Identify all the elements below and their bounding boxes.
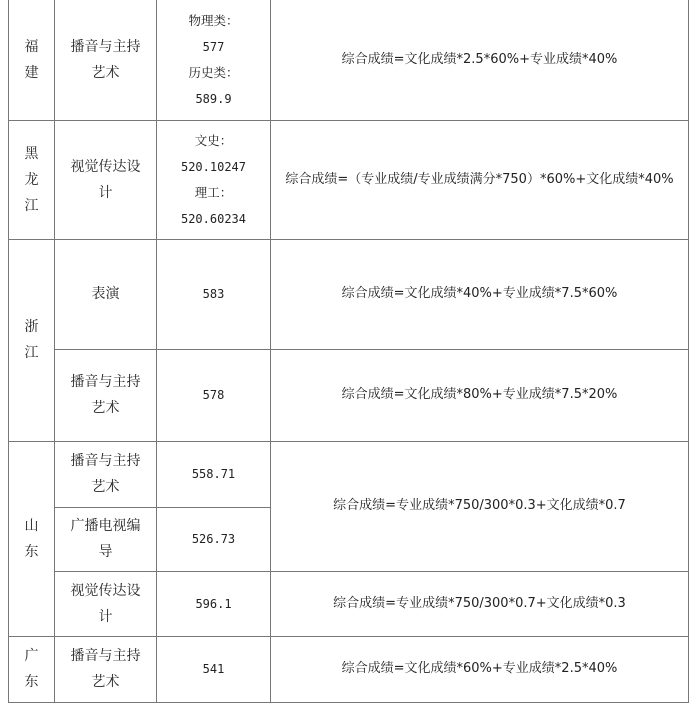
score-cell bbox=[157, 239, 271, 349]
formula-text: 综合成绩=（专业成绩/专业成绩满分*750）*60%+文化成绩*40% bbox=[285, 171, 674, 187]
major-cell bbox=[55, 441, 157, 507]
major-cell bbox=[55, 349, 157, 441]
province-name: 浙江 bbox=[24, 319, 39, 361]
major-cell bbox=[55, 571, 157, 636]
formula-cell bbox=[271, 0, 689, 120]
formula-cell-shared bbox=[271, 441, 689, 571]
score-value: 558.71 bbox=[191, 467, 236, 481]
score-cell bbox=[157, 441, 271, 507]
major-name: 视觉传达设计 bbox=[70, 158, 141, 201]
score-label: 文史： bbox=[194, 132, 233, 148]
province-cell-shandong bbox=[9, 441, 55, 636]
score-value: 589.9 bbox=[195, 91, 232, 106]
province-cell-heilongjiang bbox=[9, 120, 55, 239]
major-name: 播音与主持艺术 bbox=[70, 648, 141, 690]
formula-text: 综合成绩=文化成绩*40%+专业成绩*7.5*60% bbox=[341, 286, 618, 301]
province-name: 黑龙江 bbox=[24, 145, 39, 214]
formula-text: 综合成绩=文化成绩*60%+专业成绩*2.5*40% bbox=[341, 661, 618, 676]
province-cell-zhejiang bbox=[9, 239, 55, 441]
formula-text: 综合成绩=专业成绩*750/300*0.3+文化成绩*0.7 bbox=[333, 498, 626, 513]
major-cell bbox=[55, 239, 157, 349]
major-cell bbox=[55, 120, 157, 239]
score-cell bbox=[157, 349, 271, 441]
formula-cell bbox=[271, 239, 689, 349]
score-cell bbox=[157, 636, 271, 702]
province-name: 山东 bbox=[24, 517, 39, 560]
major-name: 表演 bbox=[91, 286, 120, 302]
major-cell bbox=[55, 636, 157, 702]
table-row bbox=[9, 239, 689, 349]
score-value: 520.60234 bbox=[180, 211, 247, 226]
score-value: 526.73 bbox=[191, 532, 236, 546]
admission-score-table bbox=[8, 0, 689, 703]
score-value: 596.1 bbox=[195, 596, 232, 611]
major-cell bbox=[55, 0, 157, 120]
formula-text: 综合成绩=文化成绩*2.5*60%+专业成绩*40% bbox=[341, 51, 618, 67]
table-row bbox=[9, 441, 689, 507]
formula-cell bbox=[271, 571, 689, 636]
major-name: 播音与主持艺术 bbox=[70, 453, 141, 495]
table-row bbox=[9, 0, 689, 120]
province-name: 广东 bbox=[24, 648, 39, 690]
score-cell bbox=[157, 120, 271, 239]
major-cell bbox=[55, 507, 157, 571]
score-value: 577 bbox=[202, 39, 225, 54]
score-cell bbox=[157, 507, 271, 571]
score-cell bbox=[157, 0, 271, 120]
table-row bbox=[9, 636, 689, 702]
province-name: 福建 bbox=[24, 38, 39, 81]
score-label: 理工： bbox=[194, 184, 233, 200]
province-cell-guangdong bbox=[9, 636, 55, 702]
table-row bbox=[9, 120, 689, 239]
formula-text: 综合成绩=文化成绩*80%+专业成绩*7.5*20% bbox=[341, 387, 618, 402]
score-value: 520.10247 bbox=[180, 159, 247, 174]
score-label: 历史类： bbox=[188, 64, 239, 80]
major-name: 视觉传达设计 bbox=[70, 582, 141, 625]
formula-cell bbox=[271, 636, 689, 702]
formula-cell bbox=[271, 120, 689, 239]
formula-cell bbox=[271, 349, 689, 441]
table-row bbox=[9, 349, 689, 441]
score-cell bbox=[157, 571, 271, 636]
major-name: 播音与主持艺术 bbox=[70, 374, 141, 416]
score-value: 541 bbox=[202, 662, 225, 676]
formula-text: 综合成绩=专业成绩*750/300*0.7+文化成绩*0.3 bbox=[333, 595, 626, 611]
score-value: 583 bbox=[202, 287, 225, 301]
province-cell-fujian bbox=[9, 0, 55, 120]
table-row bbox=[9, 571, 689, 636]
score-value: 578 bbox=[202, 388, 225, 402]
major-name: 广播电视编导 bbox=[70, 518, 141, 560]
major-name: 播音与主持艺术 bbox=[70, 38, 141, 81]
score-label: 物理类： bbox=[188, 12, 239, 28]
